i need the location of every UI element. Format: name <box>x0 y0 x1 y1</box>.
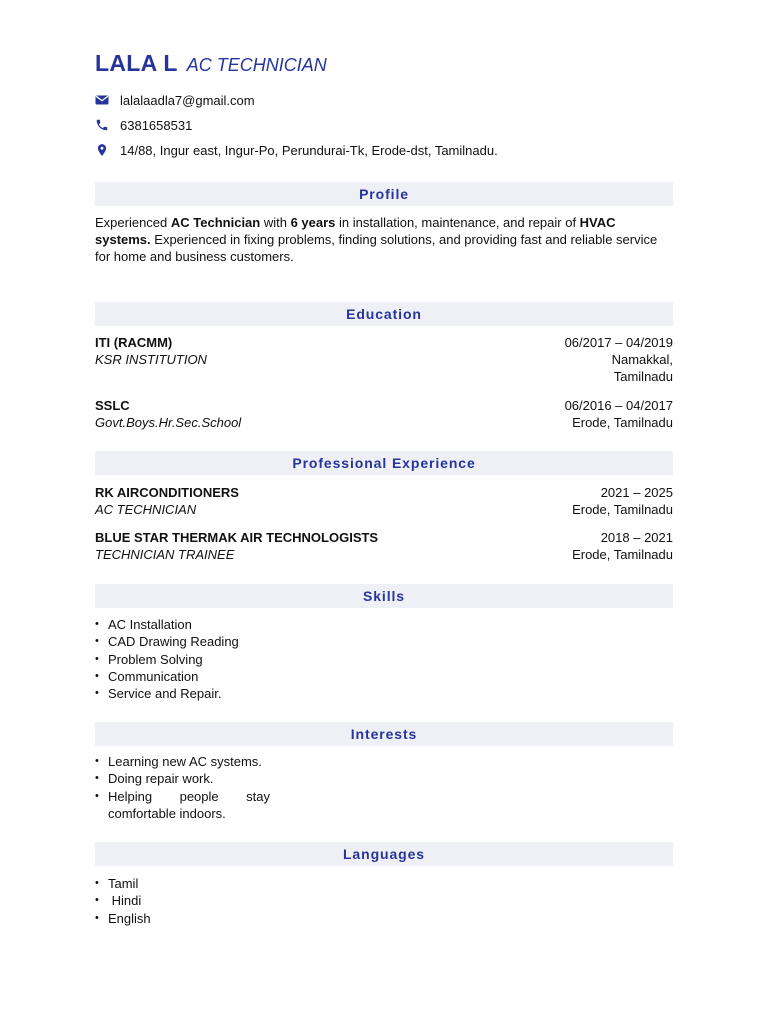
list-item: • English <box>108 910 283 927</box>
education-degree: ITI (RACMM) <box>95 335 173 350</box>
contact-email <box>95 91 255 109</box>
education-dates: 06/2016 – 04/2017 <box>564 398 673 413</box>
education-meta <box>565 334 673 385</box>
section-heading-education: Education <box>95 302 673 326</box>
list-item: • Communication <box>108 668 283 685</box>
experience-meta <box>572 484 673 518</box>
list-item: • Helping people stay comfortable indoors. <box>108 788 270 823</box>
experience-role: AC TECHNICIAN <box>95 502 197 517</box>
experience-location: Erode, Tamilnadu <box>572 502 673 517</box>
skills-list <box>95 616 283 702</box>
list-item: • Service and Repair. <box>108 685 283 702</box>
experience-role: TECHNICIAN TRAINEE <box>95 547 235 562</box>
experience-location: Erode, Tamilnadu <box>572 547 673 562</box>
experience-meta <box>572 529 673 563</box>
experience-company: BLUE STAR THERMAK AIR TECHNOLOGISTS <box>95 530 379 545</box>
education-degree: SSLC <box>95 398 130 413</box>
education-school: KSR INSTITUTION <box>95 352 207 367</box>
experience-company: RK AIRCONDITIONERS <box>95 485 239 500</box>
list-item: • Hindi <box>108 892 283 909</box>
interests-list <box>95 753 283 822</box>
list-item: • Doing repair work. <box>108 770 283 787</box>
section-heading-experience: Professional Experience <box>95 451 673 475</box>
address-text: 14/88, Ingur east, Ingur-Po, Perundurai-Tk, Erode-dst, Tamilnadu. <box>120 142 498 158</box>
education-location: Erode, Tamilnadu <box>572 415 673 430</box>
section-heading-skills: Skills <box>95 584 673 608</box>
phone-icon <box>95 118 109 132</box>
contact-phone <box>95 116 192 134</box>
section-heading-profile: Profile <box>95 182 673 206</box>
experience-dates: 2021 – 2025 <box>600 485 673 500</box>
list-item: • CAD Drawing Reading <box>108 633 283 650</box>
envelope-icon <box>95 93 109 107</box>
list-item: • Problem Solving <box>108 651 283 668</box>
education-location: Tamilnadu <box>613 369 673 384</box>
education-meta <box>565 397 673 431</box>
map-pin-icon <box>95 143 109 157</box>
section-heading-languages: Languages <box>95 842 673 866</box>
section-heading-interests: Interests <box>95 722 673 746</box>
list-item: • AC Installation <box>108 616 283 633</box>
education-location: Namakkal, <box>611 352 673 367</box>
education-dates: 06/2017 – 04/2019 <box>564 335 673 350</box>
candidate-name: LALA L <box>95 50 178 76</box>
job-title: AC TECHNICIAN <box>186 55 327 75</box>
languages-list <box>95 875 283 927</box>
phone-text[interactable]: 6381658531 <box>120 117 193 133</box>
resume-header <box>95 50 327 77</box>
contact-address <box>95 141 498 159</box>
profile-summary: Experienced AC Technician with 6 years in installation, maintenance, and repair of HVAC systems. Experienced in fixing problems, finding solutions, and providing fast and reliable service for home and business customers. <box>95 215 658 264</box>
list-item: • Tamil <box>108 875 283 892</box>
list-item: • Learning new AC systems. <box>108 753 283 770</box>
email-text[interactable]: lalalaadla7@gmail.com <box>120 92 255 108</box>
education-school: Govt.Boys.Hr.Sec.School <box>95 415 242 430</box>
experience-dates: 2018 – 2021 <box>600 530 673 545</box>
